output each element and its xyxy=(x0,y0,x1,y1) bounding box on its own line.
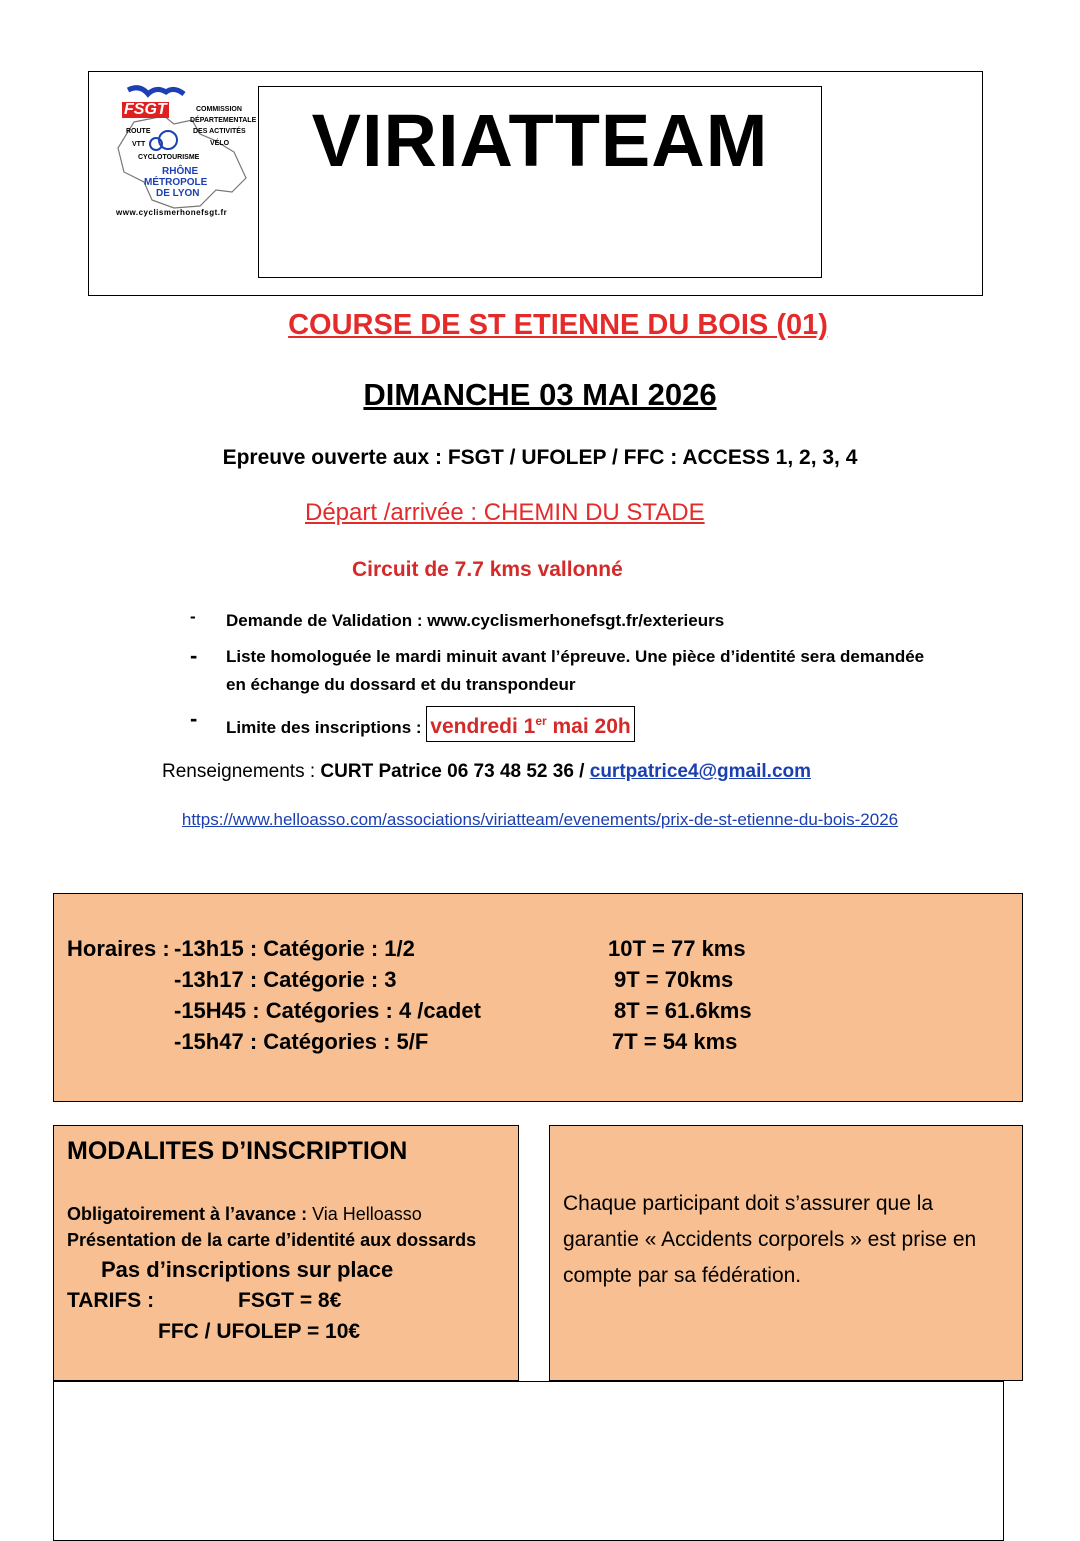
helloasso-link-row xyxy=(0,810,1080,830)
schedule-time-3: -15H45 : Catégories : 4 /cadet xyxy=(174,998,481,1023)
schedule-distance-3: 8T = 61.6kms xyxy=(614,998,752,1023)
bullet-dash: - xyxy=(190,706,198,731)
id-card-text: Présentation de la carte d’identité aux dossards xyxy=(67,1230,477,1250)
homologue-text-1: Liste homologuée le mardi minuit avant l’épreuve. Une pièce d’identité sera demandée xyxy=(226,647,925,666)
advance-value: Via Helloasso xyxy=(312,1204,422,1224)
schedule-distance-1: 10T = 77 kms xyxy=(608,936,746,961)
no-onsite-line: Pas d’inscriptions sur place xyxy=(101,1257,394,1282)
logo-discipline-cyclo: CYCLOTOURISME xyxy=(138,154,200,161)
logo-commission-4: VÉLO xyxy=(210,140,230,147)
event-date xyxy=(0,377,1080,413)
contact-name-phone: CURT Patrice 06 73 48 52 36 / xyxy=(320,761,590,782)
open-to-text: Epreuve ouverte aux : FSGT / UFOLEP / FFC : ACCESS 1, 2, 3, 4 xyxy=(222,446,858,469)
contact-info xyxy=(162,761,811,783)
event-date-text: DIMANCHE 03 MAI 2026 xyxy=(363,377,717,412)
bullet-dash: - xyxy=(190,607,196,626)
logo-region-1: RHÔNE xyxy=(162,166,199,177)
logo-website: www.cyclismerhonefsgt.fr xyxy=(116,208,228,217)
logo-discipline-vtt: VTT xyxy=(132,141,146,148)
deadline-value-a: vendredi 1 xyxy=(430,715,536,738)
logo-org: FSGT xyxy=(124,101,167,118)
advance-label: Obligatoirement à l’avance : xyxy=(67,1204,313,1224)
advance-line xyxy=(67,1204,422,1225)
open-to-line xyxy=(0,446,1080,470)
schedule-distance-2: 9T = 70kms xyxy=(614,967,734,992)
logo-region-3: DE LYON xyxy=(156,188,200,199)
helloasso-link[interactable]: https://www.helloasso.com/associations/viriatteam/evenements/prix-de-st-etienne-du-bois-2026 xyxy=(181,810,899,829)
id-card-line xyxy=(67,1230,476,1251)
schedule-time-4: -15h47 : Catégories : 5/F xyxy=(174,1029,429,1054)
start-finish-line: Départ /arrivée : CHEMIN DU STADE xyxy=(305,499,705,526)
schedule-time-2: -13h17 : Catégorie : 3 xyxy=(174,967,397,992)
contact-email-link[interactable]: curtpatrice4@gmail.com xyxy=(589,761,812,782)
schedule-time-1: -13h15 : Catégorie : 1/2 xyxy=(174,936,415,961)
logo-commission-2: DÉPARTEMENTALE xyxy=(190,117,257,124)
circuit-line: Circuit de 7.7 kms vallonné xyxy=(352,558,623,581)
insurance-notice-text: Chaque participant doit s’assurer que la garantie « Accidents corporels » est prise en compte par sa fédération. xyxy=(563,1192,977,1287)
deadline-box xyxy=(426,706,634,742)
deadline-label: Limite des inscriptions : xyxy=(226,718,422,737)
tarif-fsgt: FSGT = 8€ xyxy=(238,1289,342,1312)
course-title xyxy=(0,309,1080,342)
tarif-ffc-ufolep: FFC / UFOLEP = 10€ xyxy=(158,1320,361,1343)
schedule-distance-4: 7T = 54 kms xyxy=(612,1029,738,1054)
tarifs-label: TARIFS : xyxy=(67,1289,155,1312)
logo-commission-1: COMMISSION xyxy=(196,106,242,113)
bottom-empty-box xyxy=(53,1381,1004,1541)
validation-text: Demande de Validation : www.cyclismerhonefsgt.fr/exterieurs xyxy=(226,611,725,630)
contact-label: Renseignements : xyxy=(162,761,321,782)
logo-commission-3: DES ACTIVITÉS xyxy=(193,128,246,135)
registration-title: MODALITES D’INSCRIPTION xyxy=(67,1137,408,1165)
club-title: VIRIATTEAM xyxy=(311,99,769,182)
logo-discipline-route: ROUTE xyxy=(126,128,151,135)
course-title-text: COURSE DE ST ETIENNE DU BOIS (01) xyxy=(288,309,828,341)
deadline-value-b: mai 20h xyxy=(546,715,631,738)
bullet-dash: - xyxy=(190,643,198,668)
deadline-sup: er xyxy=(535,714,547,728)
homologue-text-2: en échange du dossard et du transpondeur xyxy=(226,675,576,694)
logo-region-2: MÉTROPOLE xyxy=(144,177,208,188)
fsgt-logo xyxy=(104,82,257,222)
schedule-label: Horaires : xyxy=(67,936,170,961)
